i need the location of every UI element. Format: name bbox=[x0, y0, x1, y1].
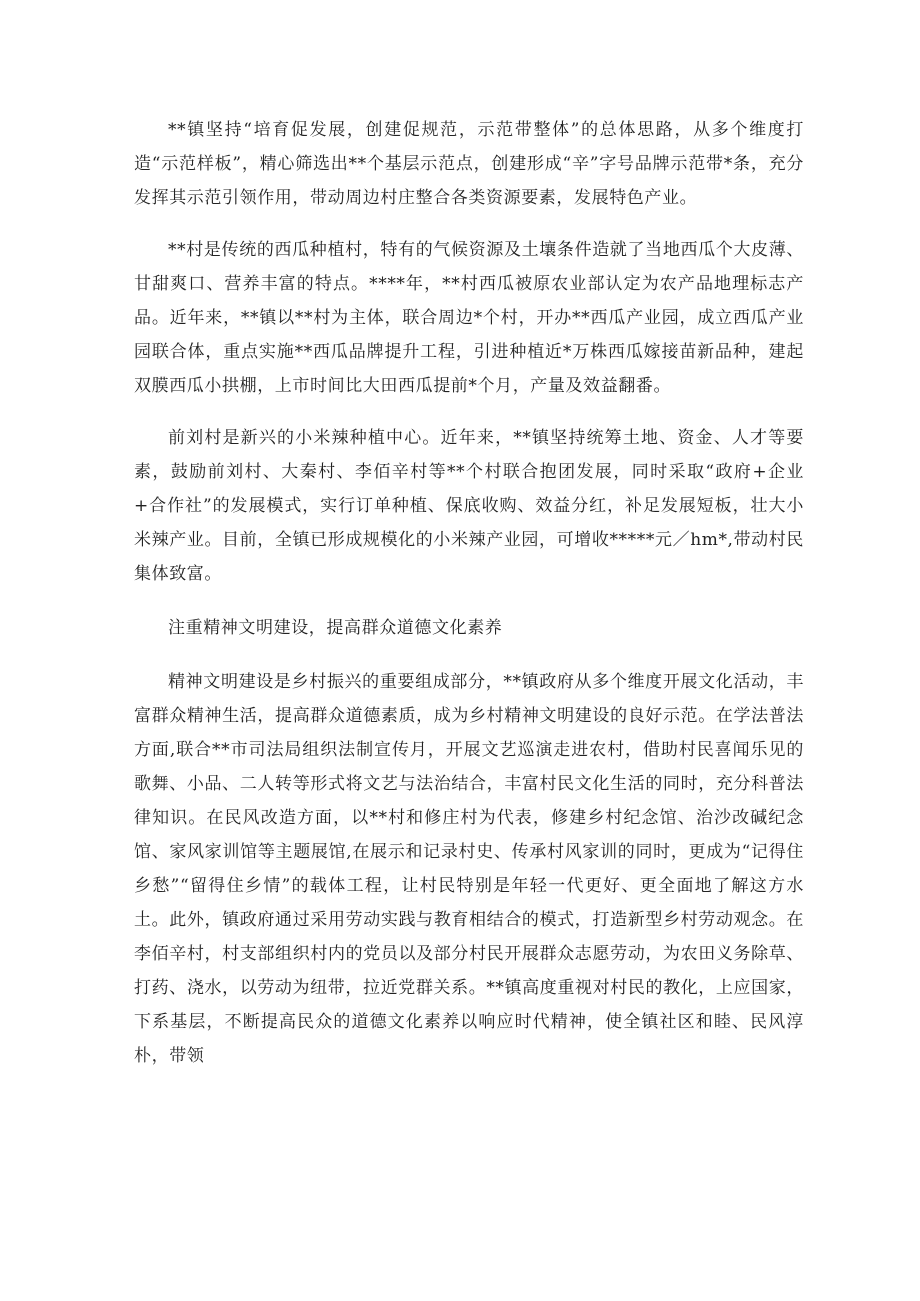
paragraph-watermelon: **村是传统的西瓜种植村，特有的气候资源及土壤条件造就了当地西瓜个大皮薄、甘甜爽口、营养丰富的特点。****年，**村西瓜被原农业部认定为农产品地理标志产品。近年来，**镇以**村为主体，联合周边*个村，开办**西瓜产业园，成立西瓜产业园联合体，重点实施**西瓜品牌提升工程，引进种植近*万株西瓜嫁接苗新品种，建起双膜西瓜小拱棚，上市时间比大田西瓜提前*个月，产量及效益翻番。 bbox=[134, 240, 804, 396]
paragraph-spiritual-civilization: 精神文明建设是乡村振兴的重要组成部分，**镇政府从多个维度开展文化活动，丰富群众精神生活，提高群众道德素质，成为乡村精神文明建设的良好示范。在学法普法方面,联合**市司法局组织法制宣传月，开展文艺巡演走进农村，借助村民喜闻乐见的歌舞、小品、二人转等形式将文艺与法治结合，丰富村民文化生活的同时，充分科普法律知识。在民风改造方面，以**村和修庄村为代表，修建乡村纪念馆、治沙改碱纪念馆、家风家训馆等主题展馆,在展示和记录村史、传承村风家训的同时，更成为“记得住乡愁”“留得住乡情”的载体工程，让村民特别是年轻一代更好、更全面地了解这方水土。此外，镇政府通过采用劳动实践与教育相结合的模式，打造新型乡村劳动观念。在李佰辛村，村支部组织村内的党员以及部分村民开展群众志愿劳动，为农田义务除草、打药、浇水，以劳动为纽带，拉近党群关系。**镇高度重视对村民的教化，上应国家，下系基层，不断提高民众的道德文化素养以响应时代精神，使全镇社区和睦、民风淳朴，带领 bbox=[134, 672, 804, 1066]
paragraph-demonstration: **镇坚持“培育促发展，创建促规范，示范带整体”的总体思路，从多个维度打造“示范样板”，精心筛选出**个基层示范点，创建形成“辛”字号品牌示范带*条，充分发挥其示范引领作用，带动周边村庄整合各类资源要素，发展特色产业。 bbox=[134, 120, 804, 208]
section-heading: 注重精神文明建设，提高群众道德文化素养 bbox=[168, 618, 503, 638]
paragraph-chili: 前刘村是新兴的小米辣种植中心。近年来，**镇坚持统筹土地、资金、人才等要素，鼓励前刘村、大秦村、李佰辛村等**个村联合抱团发展，同时采取“政府+企业+合作社”的发展模式，实行订单种植、保底收购、效益分红，补足发展短板，壮大小米辣产业。目前，全镇已形成规模化的小米辣产业园，可增收*****元／hm*,带动村民集体致富。 bbox=[134, 428, 804, 584]
document-body bbox=[134, 113, 804, 1073]
